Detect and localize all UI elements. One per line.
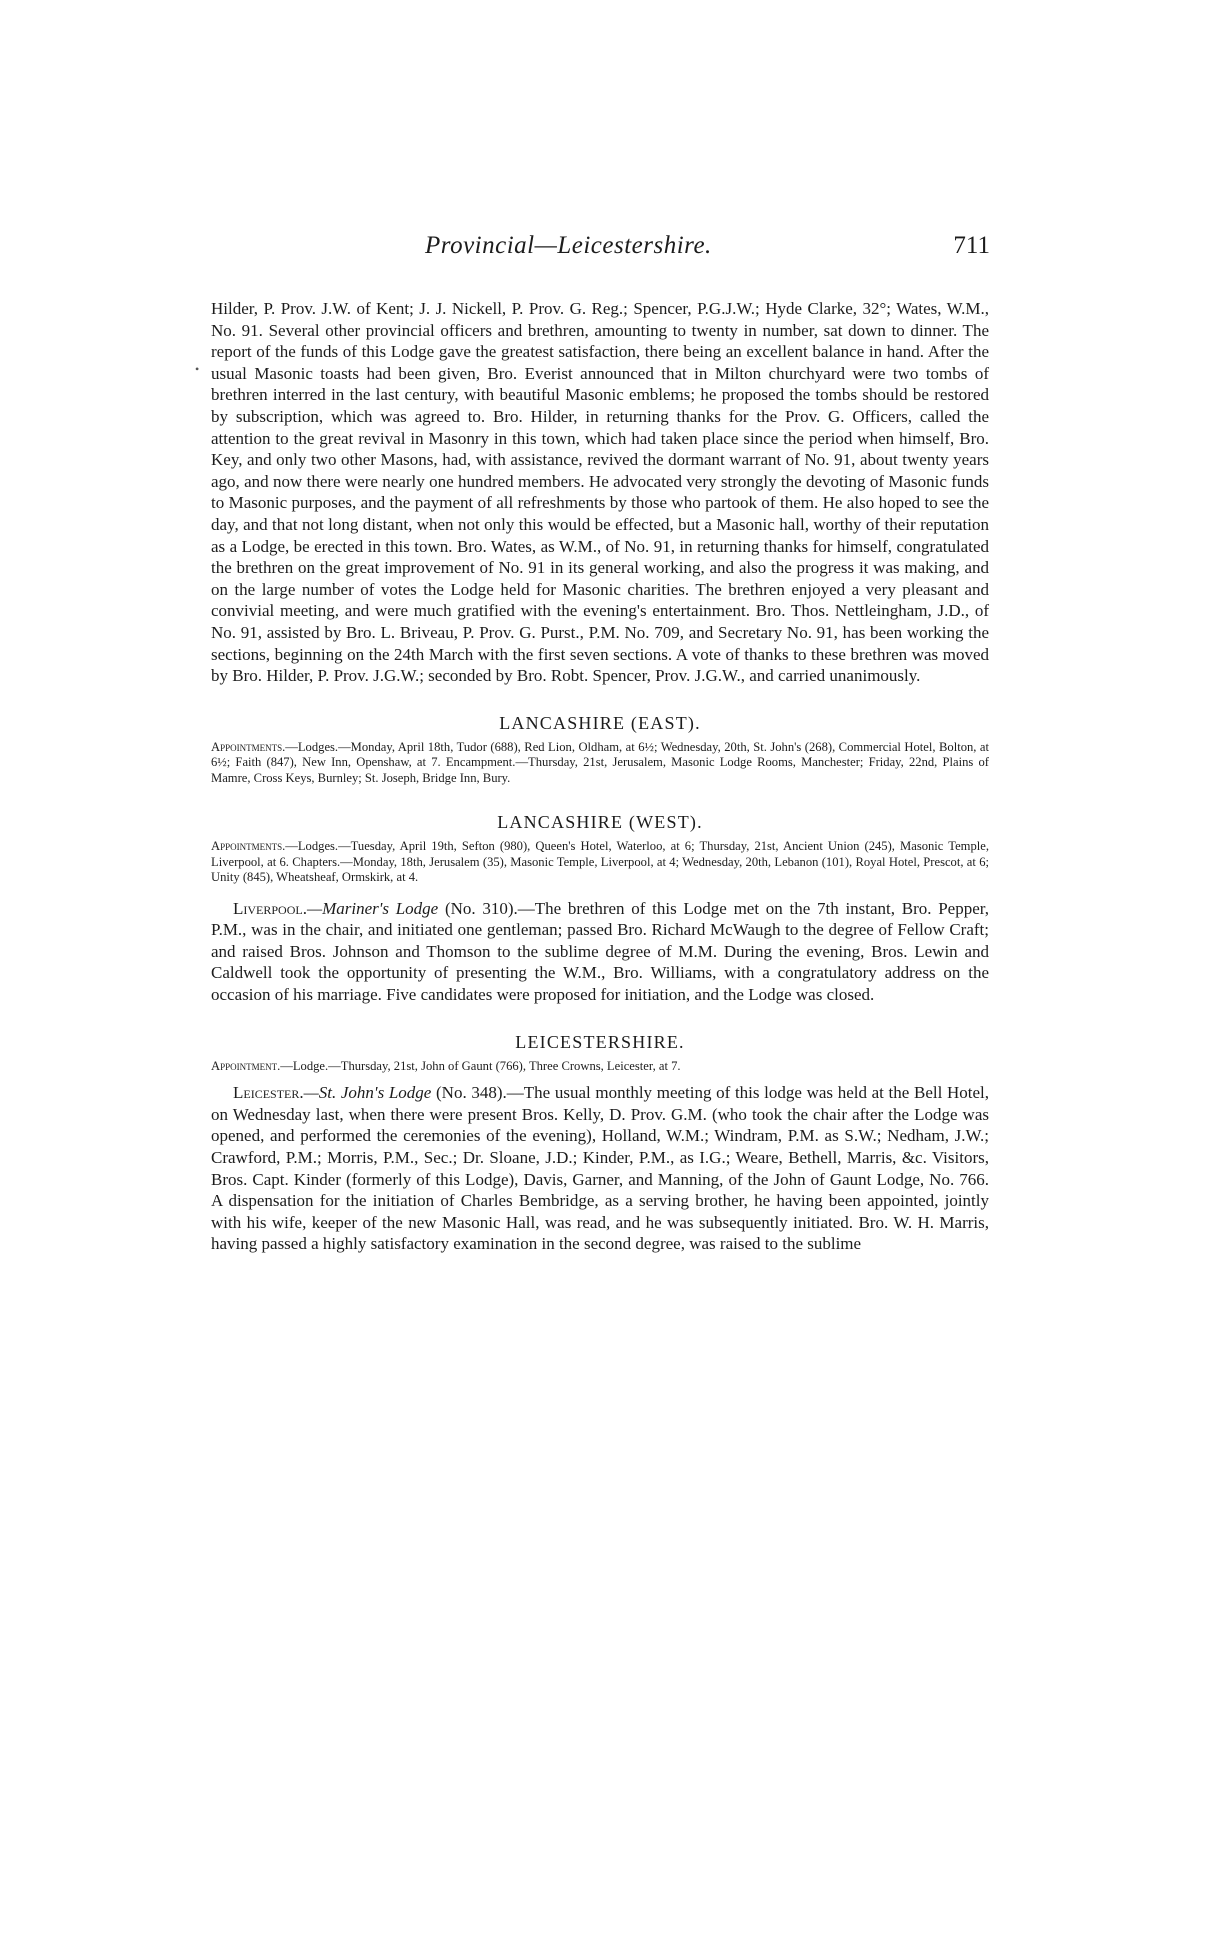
margin-dot: • (195, 362, 200, 376)
appointments-label: Appointments. (211, 739, 286, 754)
appointment-text: —Lodge.—Thursday, 21st, John of Gaunt (766), Three Crowns, Leicester, at 7. (280, 1058, 681, 1073)
leicestershire-heading: LEICESTERSHIRE. (515, 1031, 685, 1052)
report-lodge: —St. John's Lodge (303, 1083, 432, 1103)
appointment-label: Appointment. (211, 1058, 281, 1073)
lancashire-east-heading: LANCASHIRE (EAST). (499, 712, 701, 733)
report-text: (No. 310).—The brethren of this Lodge met on the 7th instant, Bro. Pepper, P.M., was in the chair, and initiated one gentleman; passed Bro. Richard McWaugh to the degree of Fellow Craft; and raised Bros. Johnson and Thomson to the sublime degree of M.M. During the evening, Bros. Lewin and Caldwell took the opportunity of presenting the W.M., Bro. Williams, with a congratulatory address on the occasion of his marriage. Five candidates were proposed for initiation, and the Lodge was closed. (211, 898, 989, 1005)
lancashire-east-appointments (211, 740, 989, 787)
kent-continuation-paragraph: Hilder, P. Prov. J.W. of Kent; J. J. Nickell, P. Prov. G. Reg.; Spencer, P.G.J.W.; Hyde Clarke, 32°; Wates, W.M., No. 91. Several other provincial officers and brethren, amounting to twenty in number, sat down to dinner. The report of the funds of this Lodge gave the greatest satisfaction, there being an excellent balance in hand. After the usual Masonic toasts had been given, Bro. Everist announced that in Milton churchyard were two tombs of brethren interred in the last century, with beautiful Masonic emblems; he proposed the tombs should be restored by subscription, which was agreed to. Bro. Hilder, in returning thanks for the Prov. G. Officers, called the attention to the great revival in Masonry in this town, which had taken place since the period when himself, Bro. Key, and only two other Masons, had, with assistance, revived the dormant warrant of No. 91, about twenty years ago, and now there were nearly one hundred members. He advocated very strongly the devoting of Masonic funds to Masonic purposes, and the payment of all refreshments by those who partook of them. He also hoped to see the day, and that not long distant, when not only this would be effected, but a Masonic hall, worthy of their reputation as a Lodge, be erected in this town. Bro. Wates, as W.M., of No. 91, in returning thanks for himself, congratulated the brethren on the great improvement of No. 91 in its general working, and also the progress it was making, and on the large number of votes the Lodge held for Masonic charities. The brethren enjoyed a very pleasant and convivial meeting, and were much gratified with the evening's entertainment. Bro. Thos. Nettleingham, J.D., of No. 91, assisted by Bro. L. Briveau, P. Prov. G. Purst., P.M. No. 709, and Secretary No. 91, has been working the sections, beginning on the 24th March with the first seven sections. A vote of thanks to these brethren was moved by Bro. Hilder, P. Prov. J.G.W.; seconded by Bro. Robt. Spencer, Prov. J.G.W., and carried unanimously. (211, 299, 989, 686)
report-place: Liverpool. (233, 898, 307, 918)
lancashire-west-heading: LANCASHIRE (WEST). (497, 812, 703, 833)
page-number: 711 (953, 232, 990, 259)
liverpool-report-paragraph (211, 898, 989, 1006)
running-head (425, 232, 990, 266)
appointments-text: —Lodges.—Tuesday, April 19th, Sefton (980), Queen's Hotel, Waterloo, at 6; Thursday, 21st, Ancient Union (245), Masonic Temple, Liverpool, at 6. Chapters.—Monday, 18th, Jerusalem (35), Masonic Temple, Liverpool, at 4; Wednesday, 20th, Lebanon (101), Royal Hotel, Prescot, at 6; Unity (845), Wheatsheaf, Ormskirk, at 4. (211, 839, 989, 885)
appointments-text: —Lodges.—Monday, April 18th, Tudor (688), Red Lion, Oldham, at 6½; Wednesday, 20th, St. John's (268), Commercial Hotel, Bolton, at 6½; Faith (847), New Inn, Openshaw, at 7. Encampment.—Thursday, 21st, Jerusalem, Masonic Lodge Rooms, Manchester; Friday, 22nd, Plains of Mamre, Cross Keys, Burnley; St. Joseph, Bridge Inn, Bury. (211, 739, 989, 785)
text-column (211, 298, 989, 1255)
running-title: Provincial—Leicestershire. (425, 232, 712, 259)
leicester-report-paragraph (211, 1082, 989, 1255)
appointments-label: Appointments. (211, 839, 286, 854)
leicestershire-appointment (211, 1059, 989, 1075)
report-lodge: —Mariner's Lodge (306, 898, 439, 918)
report-text: (No. 348).—The usual monthly meeting of this lodge was held at the Bell Hotel, on Wednesday last, when there were present Bros. Kelly, D. Prov. G.M. (who took the chair after the Lodge was opened, and performed the ceremonies of the evening), Holland, W.M.; Windram, P.M. as S.W.; Nedham, J.W.; Crawford, P.M.; Morris, P.M., Sec.; Dr. Sloane, J.D.; Kinder, P.M., as I.G.; Weare, Bethell, Marris, &c. Visitors, Bros. Capt. Kinder (formerly of this Lodge), Davis, Garner, and Manning, of the John of Gaunt Lodge, No. 766. A dispensation for the initiation of Charles Bembridge, as a serving brother, he having been appointed, jointly with his wife, keeper of the new Masonic Hall, was read, and he was subsequently initiated. Bro. W. H. Marris, having passed a highly satisfactory examination in the second degree, was raised to the sublime (211, 1083, 989, 1254)
lancashire-west-appointments (211, 839, 989, 886)
report-place: Leicester. (233, 1083, 304, 1103)
